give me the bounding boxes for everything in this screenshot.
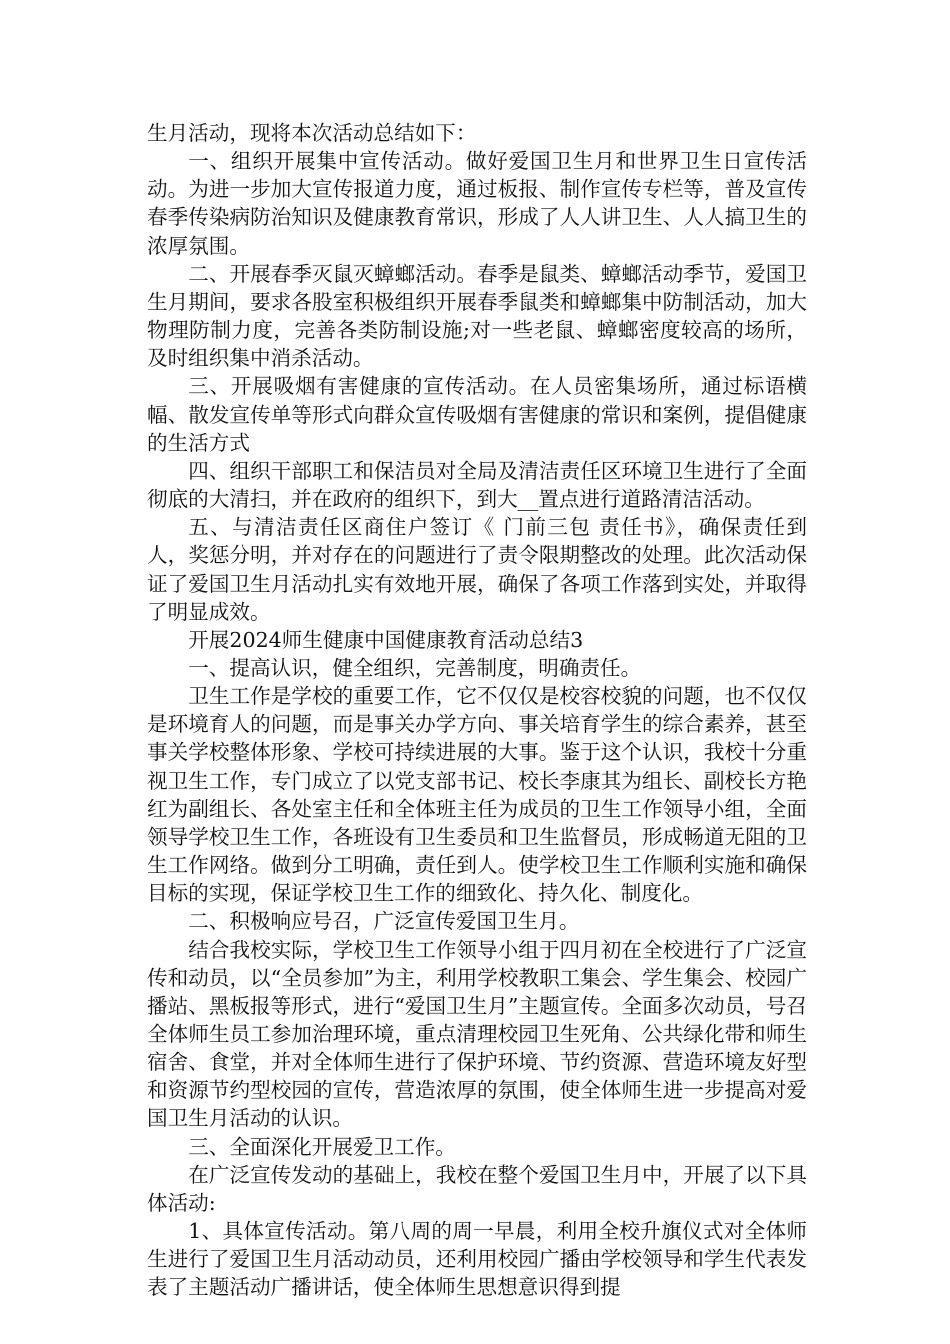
paragraph: 在广泛宣传发动的基础上，我校在整个爱国卫生月中，开展了以下具体活动: <box>147 1162 807 1215</box>
paragraph: 三、开展吸烟有害健康的宣传活动。在人员密集场所，通过标语横幅、散发宣传单等形式向群众宣传吸烟有害健康的常识和案例，提倡健康的生活方式 <box>147 374 807 455</box>
paragraph: 五、与清洁责任区商住户签订《 门前三包 责任书》，确保责任到人，奖惩分明，并对存在的问题进行了责令限期整改的处理。此次活动保证了爱国卫生月活动扎实有效地开展，确保了各项工作落到实处，并取得了明显成效。 <box>147 515 807 624</box>
paragraph: 生月活动，现将本次活动总结如下： <box>147 121 477 145</box>
paragraph: 一、组织开展集中宣传活动。做好爱国卫生月和世界卫生日宣传活动。为进一步加大宣传报道力度，通过板报、制作宣传专栏等，普及宣传春季传染病防治知识及健康教育常识，形成了人人讲卫生、人人搞卫生的浓厚氛围。 <box>147 149 807 258</box>
paragraph: 1、具体宣传活动。第八周的周一早晨，利用全校升旗仪式对全体师生进行了爱国卫生月活动动员，还利用校园广播由学校领导和学生代表发表了主题活动广播讲话，使全体师生思想意识得到提 <box>147 1219 807 1300</box>
section-heading: 二、积极响应号召，广泛宣传爱国卫生月。 <box>188 909 580 934</box>
section-heading: 一、提高认识，健全组织，完善制度，明确责任。 <box>188 655 642 680</box>
paragraph: 二、开展春季灭鼠灭蟑螂活动。春季是鼠类、蟑螂活动季节，爱国卫生月期间，要求各股室积极组织开展春季鼠类和蟑螂集中防制活动，加大物理防制力度，完善各类防制设施;对一些老鼠、蟑螂密度较高的场所，及时组织集中消杀活动。 <box>147 261 807 371</box>
section-title: 开展2024师生健康中国健康教育活动总结3 <box>188 627 584 652</box>
section-heading: 三、全面深化开展爱卫工作。 <box>188 1134 456 1159</box>
document-body <box>147 119 807 1302</box>
paragraph: 结合我校实际，学校卫生工作领导小组于四月初在全校进行了广泛宣传和动员，以“全员参加”为主，利用学校教职工集会、学生集会、校园广播站、黑板报等形式，进行“爱国卫生月”主题宣传。全面多次动员，号召全体师生员工参加治理环境，重点清理校园卫生死角、公共绿化带和师生宿舍、食堂，并对全体师生进行了保护环境、节约资源、营造环境友好型和资源节约型校园的宣传，营造浓厚的氛围，使全体师生进一步提高对爱国卫生月活动的认识。 <box>147 937 807 1131</box>
paragraph: 四、组织干部职工和保洁员对全局及清洁责任区环境卫生进行了全面彻底的大清扫，并在政府的组织下，到大__置点进行道路清洁活动。 <box>147 458 807 512</box>
paragraph: 卫生工作是学校的重要工作，它不仅仅是校容校貌的问题，也不仅仅是环境育人的问题，而是事关办学方向、事关培育学生的综合素养，甚至事关学校整体形象、学校可持续进展的大事。鉴于这个认识，我校十分重视卫生工作，专门成立了以党支部书记、校长李康其为组长、副校长方艳红为副组长、各处室主任和全体班主任为成员的卫生工作领导小组，全面领导学校卫生工作，各班设有卫生委员和卫生监督员，形成畅道无阻的卫生工作网络。做到分工明确，责任到人。使学校卫生工作顺利实施和确保目标的实现，保证学校卫生工作的细致化、持久化、制度化。 <box>147 684 807 906</box>
